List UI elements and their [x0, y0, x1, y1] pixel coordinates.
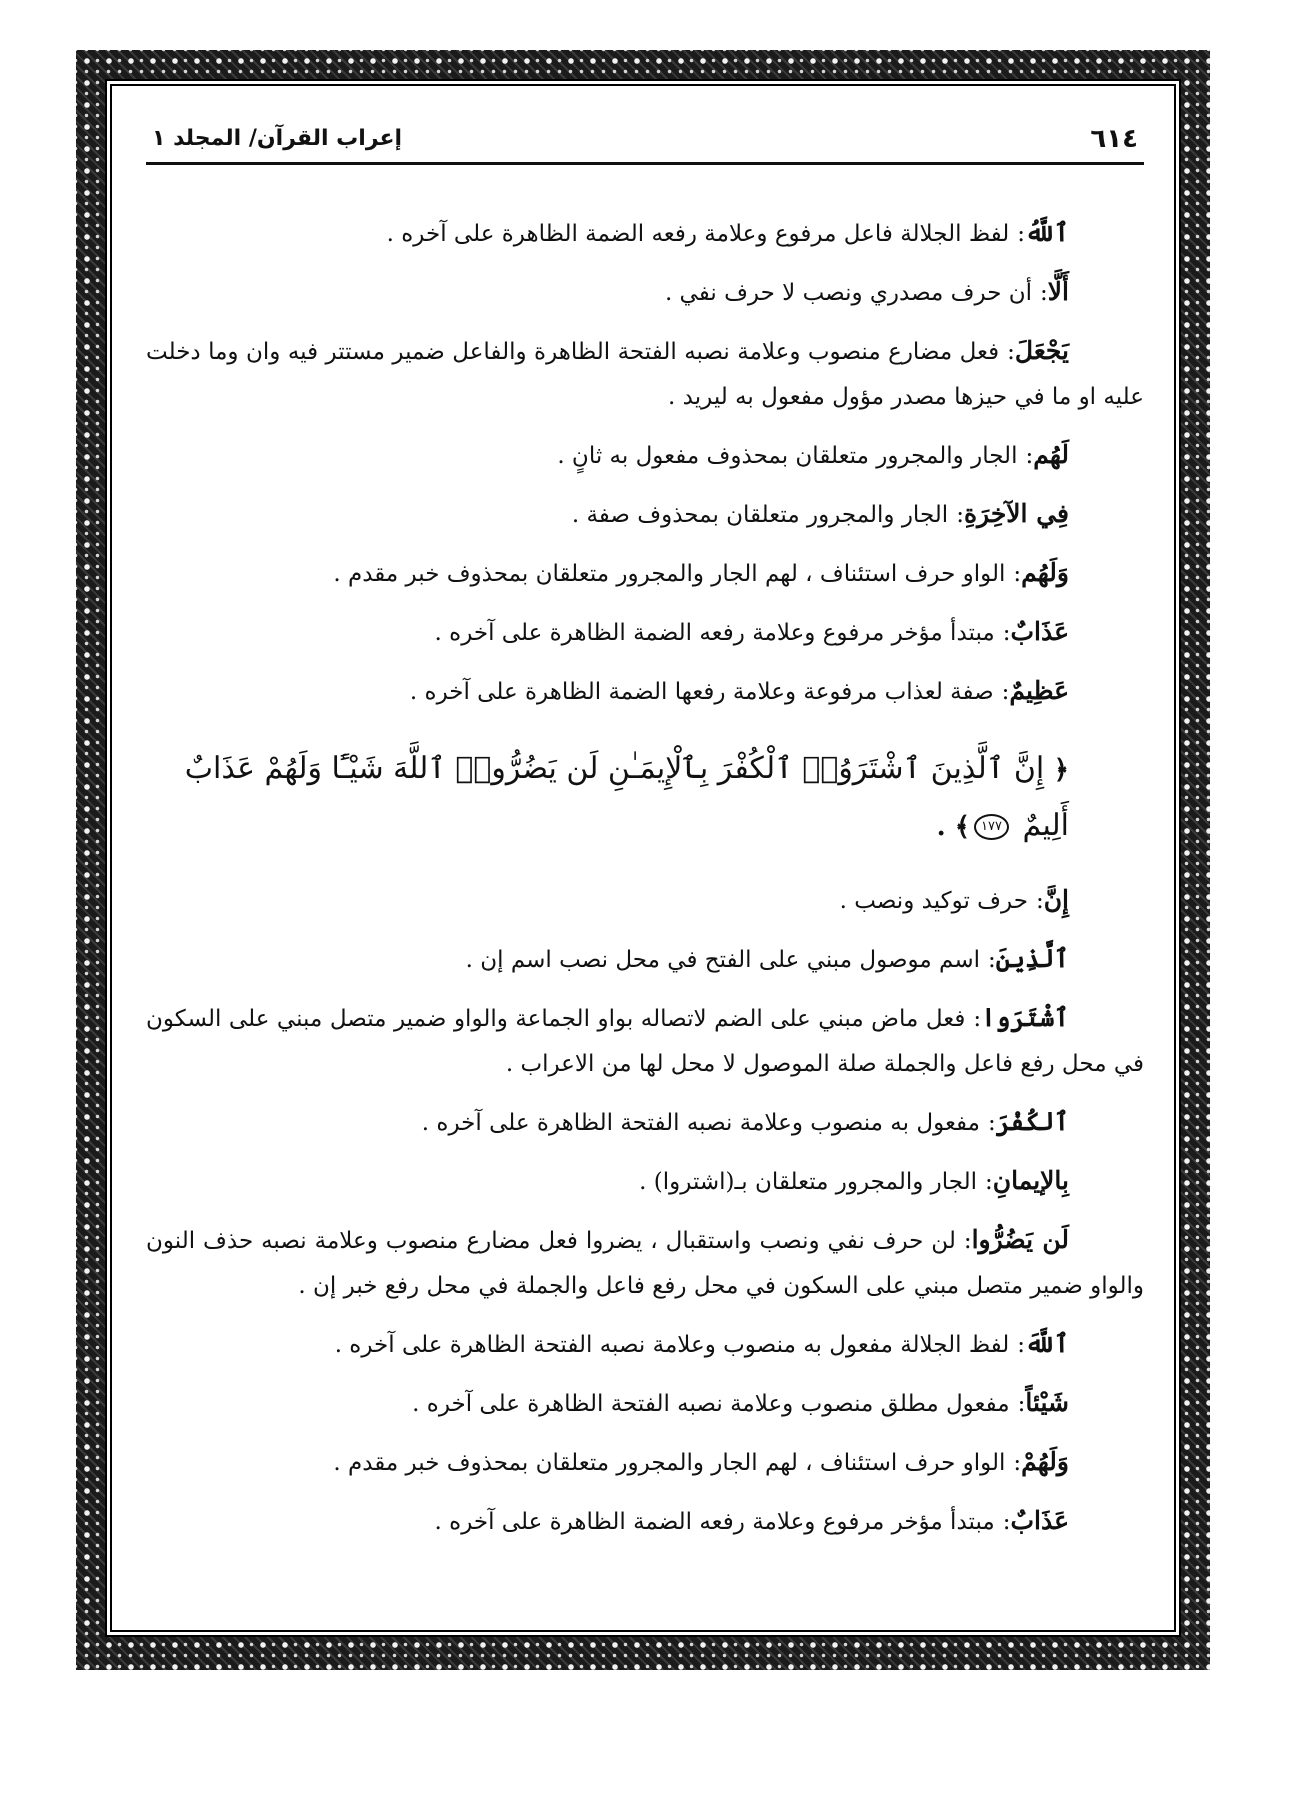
- entry: عَذَابٌ:مبتدأ مؤخر مرفوع وعلامة رفعه الضمة الظاهرة على آخره .: [434, 617, 1069, 646]
- entry: ٱلكُفْرَ:مفعول به منصوب وعلامة نصبه الفتحة الظاهرة على آخره .: [421, 1107, 1069, 1136]
- page-number: ٦١٤: [1090, 124, 1138, 154]
- entry-term: عَذَابٌ: [1010, 617, 1069, 646]
- entry: وَلَهُم:الواو حرف استئناف ، لهم الجار والمجرور متعلقان بمحذوف خبر مقدم .: [333, 558, 1069, 587]
- entry: وَلَهُمْ:الواو حرف استئناف ، لهم الجار والمجرور متعلقان بمحذوف خبر مقدم .: [333, 1447, 1069, 1476]
- entry: ٱللَّهُ:لفظ الجلالة فاعل مرفوع وعلامة رفعه الضمة الظاهرة على آخره .: [386, 218, 1069, 247]
- entry-term: وَلَهُم: [1021, 558, 1069, 587]
- entry-term: يَجْعَلَ: [1014, 336, 1069, 365]
- entry: شَيْئاً:مفعول مطلق منصوب وعلامة نصبه الفتحة الظاهرة على آخره .: [412, 1388, 1069, 1417]
- page-header: [146, 120, 1144, 165]
- entry-term: فِي الآخِرَةِ: [963, 499, 1069, 528]
- verse-number-badge: ١٧٧: [974, 814, 1009, 840]
- verse-open-bracket: ﴿: [1053, 755, 1069, 785]
- verse-text: إِنَّ ٱلَّذِينَ ٱشْتَرَوُا۟ ٱلْكُفْرَ بِٱلْإِيمَـٰنِ لَن يَضُرُّوا۟ ٱللَّهَ شَيْـًٔا وَلَهُمْ عَذَابٌ أَلِيمٌ: [184, 751, 1069, 843]
- entry-text: فعل ماض مبني على الضم لاتصاله بواو الجماعة والواو ضمير متصل مبني على السكون في محل رفع فاعل والجملة صلة الموصول لا محل لها من الاعراب .: [146, 1006, 1144, 1077]
- quran-verse: [146, 741, 1144, 855]
- entry-term: لَن يَضُرُّوا: [971, 1225, 1069, 1254]
- entry: إِنَّ:حرف توكيد ونصب .: [839, 885, 1069, 914]
- entry-text: مفعول به منصوب وعلامة نصبه الفتحة الظاهرة على آخره .: [421, 1110, 980, 1136]
- entry: عَذَابٌ:مبتدأ مؤخر مرفوع وعلامة رفعه الضمة الظاهرة على آخره .: [434, 1506, 1069, 1535]
- entry: ٱشْتَرَوا:فعل ماض مبني على الضم لاتصاله بواو الجماعة والواو ضمير متصل مبني على السكون في محل رفع فاعل والجملة صلة الموصول لا محل لها من الاعراب .: [146, 1003, 1144, 1077]
- entry-text: فعل مضارع منصوب وعلامة نصبه الفتحة الظاهرة والفاعل ضمير مستتر فيه وان وما دخلت عليه او ما في حيزها مصدر مؤول مفعول به ليريد .: [146, 339, 1144, 410]
- entry-text: لفظ الجلالة فاعل مرفوع وعلامة رفعه الضمة الظاهرة على آخره .: [386, 221, 1010, 247]
- entry-term: أَلَّا: [1047, 277, 1069, 306]
- entry-text: أن حرف مصدري ونصب لا حرف نفي .: [664, 280, 1033, 306]
- entry-term: ٱشْتَرَوا: [981, 1003, 1069, 1032]
- entry-term: عَظِيمٌ: [1009, 676, 1069, 705]
- entry: ٱللَّهَ:لفظ الجلالة مفعول به منصوب وعلامة نصبه الفتحة الظاهرة على آخره .: [334, 1329, 1069, 1358]
- entry-text: الجار والمجرور متعلقان بمحذوف مفعول به ثانٍ .: [557, 443, 1018, 469]
- entry: فِي الآخِرَةِ:الجار والمجرور متعلقان بمحذوف صفة .: [571, 499, 1069, 528]
- entry: بِالإيمانِ:الجار والمجرور متعلقان بـ(اشتروا) .: [639, 1166, 1069, 1195]
- entry: يَجْعَلَ:فعل مضارع منصوب وعلامة نصبه الفتحة الظاهرة والفاعل ضمير مستتر فيه وان وما دخلت عليه او ما في حيزها مصدر مؤول مفعول به ليريد .: [146, 336, 1144, 410]
- entry-term: ٱلَّذِينَ: [995, 944, 1069, 973]
- entry-term: بِالإيمانِ: [992, 1166, 1069, 1195]
- entry-term: ٱللَّهَ: [1025, 1329, 1069, 1358]
- entry-text: الواو حرف استئناف ، لهم الجار والمجرور متعلقان بمحذوف خبر مقدم .: [333, 1450, 1006, 1476]
- entry-text: لفظ الجلالة مفعول به منصوب وعلامة نصبه الفتحة الظاهرة على آخره .: [334, 1332, 1010, 1358]
- entry-term: لَهُم: [1033, 440, 1069, 469]
- entry-text: الواو حرف استئناف ، لهم الجار والمجرور متعلقان بمحذوف خبر مقدم .: [333, 561, 1006, 587]
- entry: لَهُم:الجار والمجرور متعلقان بمحذوف مفعول به ثانٍ .: [557, 440, 1069, 469]
- entry: لَن يَضُرُّوا:لن حرف نفي ونصب واستقبال ، يضروا فعل مضارع منصوب وعلامة نصبه حذف النون والواو ضمير متصل مبني على السكون في محل رفع فاعل والجملة في محل رفع خبر إن .: [146, 1225, 1144, 1299]
- entry: عَظِيمٌ:صفة لعذاب مرفوعة وعلامة رفعها الضمة الظاهرة على آخره .: [409, 676, 1069, 705]
- entry-text: مفعول مطلق منصوب وعلامة نصبه الفتحة الظاهرة على آخره .: [412, 1391, 1010, 1417]
- entry-text: لن حرف نفي ونصب واستقبال ، يضروا فعل مضارع منصوب وعلامة نصبه حذف النون والواو ضمير متصل مبني على السكون في محل رفع فاعل والجملة في محل رفع خبر إن .: [146, 1228, 1144, 1299]
- entry-text: مبتدأ مؤخر مرفوع وعلامة رفعه الضمة الظاهرة على آخره .: [434, 620, 995, 646]
- entry-term: إِنَّ: [1043, 885, 1069, 914]
- entry: ٱلَّذِينَ:اسم موصول مبني على الفتح في محل نصب اسم إن .: [465, 944, 1069, 973]
- entry-term: ٱلكُفْرَ: [995, 1107, 1069, 1136]
- entry-term: وَلَهُمْ: [1021, 1447, 1069, 1476]
- entry-term: شَيْئاً: [1025, 1388, 1069, 1417]
- verse-close-bracket: ﴾ .: [936, 812, 970, 842]
- page-content: [146, 210, 1144, 1557]
- entry-text: حرف توكيد ونصب .: [839, 888, 1028, 914]
- entry-text: مبتدأ مؤخر مرفوع وعلامة رفعه الضمة الظاهرة على آخره .: [434, 1509, 995, 1535]
- running-title: إعراب القرآن/ المجلد ١: [152, 126, 403, 151]
- entry: أَلَّا:أن حرف مصدري ونصب لا حرف نفي .: [664, 277, 1069, 306]
- entry-text: صفة لعذاب مرفوعة وعلامة رفعها الضمة الظاهرة على آخره .: [409, 679, 994, 705]
- entry-text: اسم موصول مبني على الفتح في محل نصب اسم إن .: [465, 947, 980, 973]
- entry-text: الجار والمجرور متعلقان بـ(اشتروا) .: [639, 1169, 978, 1195]
- entry-text: الجار والمجرور متعلقان بمحذوف صفة .: [571, 502, 949, 528]
- entry-term: عَذَابٌ: [1010, 1506, 1069, 1535]
- entry-term: ٱللَّهُ: [1025, 218, 1069, 247]
